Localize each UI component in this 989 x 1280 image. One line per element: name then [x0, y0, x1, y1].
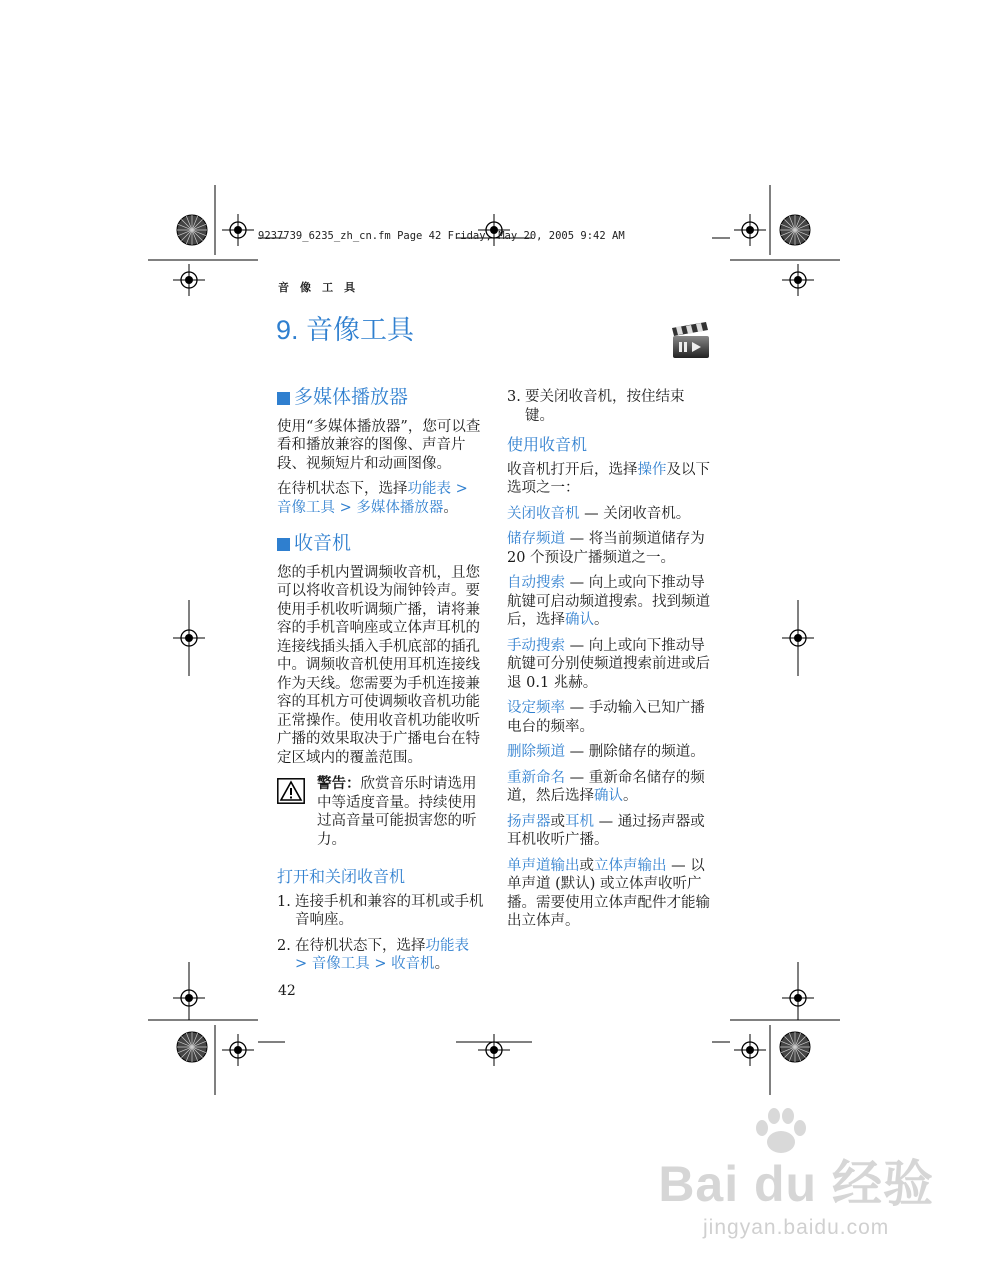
option-delete-channel: 删除频道 — 删除储存的频道。 — [507, 744, 705, 760]
file-header: 9237739_6235_zh_cn.fm Page 42 Friday, May 20, 2005 9:42 AM — [258, 230, 625, 242]
option-close-radio: 关闭收音机 — 关闭收音机。 — [507, 505, 691, 522]
warning-text: 警告：欣赏音乐时请选用中等适度音量。持续使用过高音量可能损害您的听力。 — [317, 775, 477, 848]
steps-list-continued — [507, 388, 713, 425]
page-number: 42 — [278, 983, 296, 999]
warning-icon — [277, 778, 305, 804]
option-rename: 重新命名 — 重新命名储存的频道，然后选择确认。 — [507, 769, 705, 804]
list-item: 1. 连接手机和兼容的耳机或手机音响座。 — [277, 893, 484, 928]
radio-options-intro: 收音机打开后，选择操作及以下选项之一： — [507, 461, 710, 496]
right-column — [507, 388, 713, 938]
running-header: 音 像 工 具 — [278, 282, 360, 294]
option-set-frequency: 设定频率 — 手动输入已知广播电台的频率。 — [507, 700, 705, 735]
option-manual-search: 手动搜索 — 向上或向下推动导航键可分别使频道搜索前进或后退 0.1 兆赫。 — [507, 637, 710, 691]
subheading-open-close-radio: 打开和关闭收音机 — [277, 869, 406, 886]
media-player-intro: 使用“多媒体播放器”，您可以查看和播放兼容的图像、声音片段、视频短片和动画图像。 — [277, 418, 481, 472]
steps-list — [277, 893, 485, 974]
heading-square-icon — [277, 392, 290, 405]
section-heading-media-player: 多媒体播放器 — [277, 389, 485, 408]
left-column — [277, 389, 485, 981]
watermark-brand: Bai du 经验 — [658, 1156, 934, 1212]
watermark-url: jingyan.baidu.com — [703, 1216, 890, 1239]
section-heading-radio: 收音机 — [277, 535, 485, 554]
subheading-use-radio: 使用收音机 — [507, 437, 588, 454]
paw-logo-icon — [750, 1106, 810, 1156]
media-player-path: 在待机状态下，选择功能表 > 音像工具 > 多媒体播放器。 — [277, 481, 468, 516]
warning-block — [277, 775, 485, 849]
baidu-watermark — [658, 1144, 934, 1240]
chapter-title: 9. 音像工具 — [276, 315, 415, 345]
radio-intro: 您的手机内置调频收音机，且您可以将收音机设为闹钟铃声。要使用手机收听调频广播，请将兼容的手机音响座或立体声耳机的连接线插头插入手机底部的插孔中。调频收音机使用耳机连接线作为天线。您需要为手机连接兼容的耳机方可使调频收音机功能正常操作。使用收音机功能收听广播的效果取决于广播电台在特定区域内的覆盖范围。 — [277, 564, 480, 766]
option-auto-search: 自动搜索 — 向上或向下推动导航键可启动频道搜索。找到频道后，选择确认。 — [507, 575, 710, 628]
option-mono-stereo: 单声道输出或立体声输出 — 以单声道 (默认) 或立体声收听广播。需要使用立体声配件才能输出立体声。 — [507, 857, 710, 929]
heading-square-icon — [277, 538, 290, 551]
option-save-channel: 储存频道 — 将当前频道储存为 20 个预设广播频道之一。 — [507, 531, 705, 566]
media-clapper-icon — [668, 318, 712, 362]
list-item: 2. 在待机状态下，选择功能表 > 音像工具 > 收音机。 — [277, 937, 469, 972]
list-item: 3. 要关闭收音机，按住结束键。 — [507, 389, 685, 424]
option-speaker-headset: 扬声器或耳机 — 通过扬声器或耳机收听广播。 — [507, 813, 705, 848]
